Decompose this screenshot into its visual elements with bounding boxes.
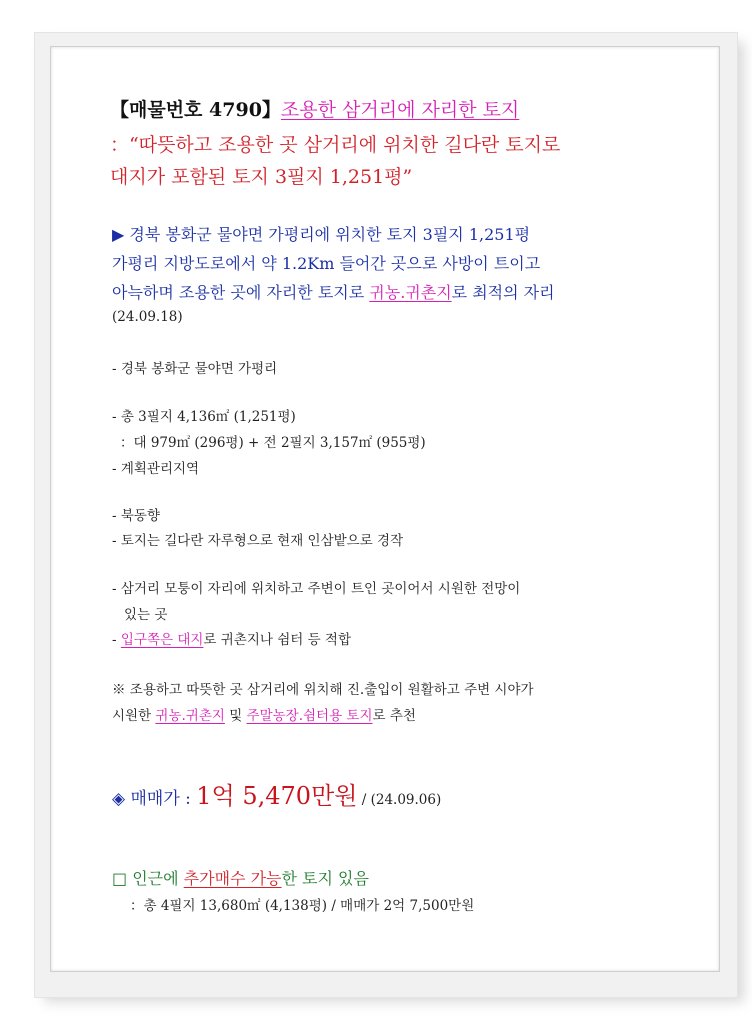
detail-view-line-2: 있는 곳 [124,607,168,623]
additional-pre: □ 인근에 [112,869,184,888]
price-value: 1억 5,470만원 [196,782,358,810]
detail-shape: - 토지는 길다란 자루형으로 현재 인삼밭으로 경작 [112,533,404,549]
additional-heading [112,866,369,889]
additional-detail: ：총 4필지 13,680㎡ (4,138평) / 매매가 2억 7,500만원 [130,898,475,914]
summary-line-3-end: 로 최적의 자리 [451,283,555,302]
detail-zoning: - 계획관리지역 [112,461,200,477]
detail-direction: - 북동향 [112,508,160,524]
additional-highlight: 추가매수 가능 [183,869,282,888]
entrance-text: 로 귀촌지나 쉼터 등 적합 [203,632,351,648]
return-farm-link[interactable]: 귀농.귀촌지 [369,283,452,302]
detail-area-total: - 총 3필지 4,136㎡ (1,251평) [112,409,296,425]
listing-heading [110,95,519,122]
listing-title: 조용한 삼거리에 자리한 토지 [280,99,520,121]
note-line-2-and: 및 [224,708,247,724]
subtitle-line-2: 대지가 포함된 토지 3필지 1,251평” [110,166,413,188]
subtitle-line-1: ：“따뜻하고 조용한 곳 삼거리에 위치한 길다란 토지로 [110,134,561,156]
price-date: / (24.09.06) [357,792,442,808]
note-line-2 [112,704,416,724]
note-line-2-end: 로 추천 [372,708,416,724]
listing-number: 【매물번호 4790】 [110,99,281,121]
note-line-1: ※ 조용하고 따뜻한 곳 삼거리에 위치해 진.출입이 원활하고 주변 시야가 [112,682,534,698]
summary-line-3 [112,280,555,303]
price-label: ◈ 매매가 : [112,789,197,809]
summary-line-3-text: 아늑하며 조용한 곳에 자리한 토지로 [112,283,370,302]
entrance-dash: - [112,632,121,648]
summary-line-2: 가평리 지방도로에서 약 1.2Km 들어간 곳으로 사방이 트이고 [112,254,541,273]
note-line-2-start: 시원한 [112,708,156,724]
detail-area-breakdown: ：대 979㎡ (296평) + 전 2필지 3,157㎡ (955평) [120,435,426,451]
note-highlight-weekend-farm: 주말농장.쉼터용 토지 [246,708,373,724]
detail-view-line-1: - 삼거리 모퉁이 자리에 위치하고 주변이 트인 곳이어서 시원한 전망이 [112,581,521,597]
summary-line-1: ▶ 경북 봉화군 물야면 가평리에 위치한 토지 3필지 1,251평 [112,225,531,244]
price-line [112,776,441,811]
detail-location: - 경북 봉화군 물야면 가평리 [112,361,278,377]
summary-date: (24.09.18) [112,309,183,325]
additional-post: 한 토지 있음 [281,869,369,888]
detail-entrance [112,628,351,648]
entrance-highlight: 입구쪽은 대지 [120,632,204,648]
note-highlight-return-farm: 귀농.귀촌지 [155,708,225,724]
